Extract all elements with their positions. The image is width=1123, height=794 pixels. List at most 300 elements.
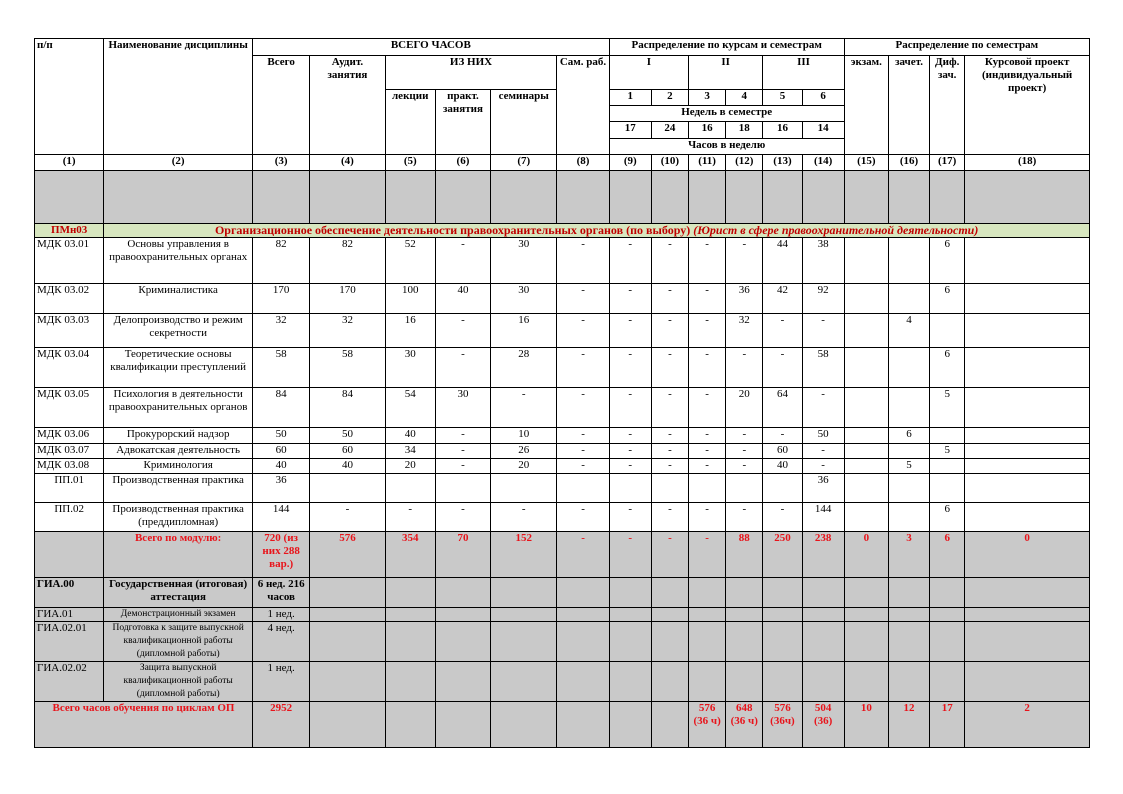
empty-cell	[651, 608, 688, 622]
row-code: МДК 03.08	[35, 459, 104, 474]
hours-week-label: Часов в неделю	[609, 139, 844, 155]
empty-cell	[726, 578, 763, 608]
module-total-label: Всего по модулю:	[104, 532, 253, 578]
row-value	[888, 284, 929, 314]
empty-cell	[609, 662, 651, 702]
row-value: -	[385, 503, 435, 532]
empty-cell	[965, 608, 1090, 622]
row-value: 60	[253, 444, 310, 459]
row-value: -	[651, 459, 688, 474]
row-value: -	[651, 284, 688, 314]
empty-cell	[385, 608, 435, 622]
gia-name: Государственная (итоговая) аттестация	[104, 578, 253, 608]
grand-total-zachet: 12	[888, 702, 929, 748]
empty-cell	[310, 608, 385, 622]
grand-total-value: 2952	[253, 702, 310, 748]
column-number: (18)	[965, 155, 1090, 171]
row-value: 6	[930, 284, 965, 314]
header-practical: практ. занятия	[435, 90, 490, 155]
row-value: -	[557, 444, 609, 459]
row-value: 36	[802, 474, 844, 503]
empty-cell	[965, 662, 1090, 702]
empty-cell	[844, 622, 888, 662]
grand-total-row	[35, 702, 1090, 748]
row-value: 30	[435, 388, 490, 428]
row-value: 170	[310, 284, 385, 314]
empty-cell	[844, 608, 888, 622]
row-value: -	[726, 503, 763, 532]
header-course-1: I	[609, 56, 688, 90]
row-value: 60	[310, 444, 385, 459]
empty-cell	[609, 622, 651, 662]
grand-total-kursovoy: 2	[965, 702, 1090, 748]
row-name: Криминалистика	[104, 284, 253, 314]
module-total-value: -	[609, 532, 651, 578]
column-number: (9)	[609, 155, 651, 171]
grand-total-s3: 576 (36 ч)	[689, 702, 726, 748]
row-value: -	[435, 314, 490, 348]
row-value: -	[557, 428, 609, 444]
empty-cell	[491, 622, 557, 662]
empty-cell	[609, 578, 651, 608]
row-value	[844, 428, 888, 444]
row-value	[844, 284, 888, 314]
semester-num: 3	[689, 90, 726, 106]
empty-cell	[385, 702, 435, 748]
row-value	[844, 314, 888, 348]
row-value: 32	[726, 314, 763, 348]
header-seminars: семинары	[491, 90, 557, 155]
weeks-count: 24	[651, 122, 688, 139]
column-number: (7)	[491, 155, 557, 171]
weeks-count: 16	[689, 122, 726, 139]
module-total-value: 720 (из них 288 вар.)	[253, 532, 310, 578]
gia-code: ГИА.02.01	[35, 622, 104, 662]
row-value: -	[435, 348, 490, 388]
empty-cell	[965, 622, 1090, 662]
column-number: (8)	[557, 155, 609, 171]
row-value: -	[689, 314, 726, 348]
row-value	[965, 314, 1090, 348]
column-number: (15)	[844, 155, 888, 171]
header-course-2: II	[689, 56, 763, 90]
empty-cell	[689, 578, 726, 608]
empty-cell	[435, 702, 490, 748]
empty-cell	[385, 622, 435, 662]
empty-cell	[965, 578, 1090, 608]
header-iz-nih: ИЗ НИХ	[385, 56, 557, 90]
row-name: Криминология	[104, 459, 253, 474]
grand-total-exam: 10	[844, 702, 888, 748]
empty-cell	[802, 608, 844, 622]
empty-cell	[435, 662, 490, 702]
empty-cell	[651, 702, 688, 748]
empty-cell	[844, 171, 888, 224]
row-value: -	[435, 459, 490, 474]
empty-cell	[609, 608, 651, 622]
empty-cell	[491, 578, 557, 608]
row-value: -	[557, 388, 609, 428]
row-value: -	[609, 459, 651, 474]
row-value: 84	[310, 388, 385, 428]
row-value	[930, 474, 965, 503]
column-number: (12)	[726, 155, 763, 171]
header-exam: экзам.	[844, 56, 888, 155]
row-value: 30	[491, 284, 557, 314]
row-value	[965, 284, 1090, 314]
row-value	[888, 503, 929, 532]
row-value: -	[726, 238, 763, 284]
table-row	[35, 348, 1090, 388]
row-value	[844, 238, 888, 284]
row-value: -	[651, 444, 688, 459]
row-value: 6	[930, 238, 965, 284]
empty-cell	[930, 662, 965, 702]
row-name: Прокурорский надзор	[104, 428, 253, 444]
empty-cell	[802, 662, 844, 702]
row-value: 36	[726, 284, 763, 314]
header-audit: Аудит. занятия	[310, 56, 385, 155]
row-value: -	[651, 503, 688, 532]
module-total-value: 576	[310, 532, 385, 578]
row-value: 84	[253, 388, 310, 428]
empty-cell	[35, 532, 104, 578]
semester-num: 2	[651, 90, 688, 106]
empty-cell	[35, 171, 104, 224]
row-name: Производственная практика (преддипломная)	[104, 503, 253, 532]
row-value	[844, 348, 888, 388]
row-value: -	[726, 428, 763, 444]
row-value	[557, 474, 609, 503]
row-value: -	[802, 388, 844, 428]
empty-cell	[651, 662, 688, 702]
grand-total-s6: 504 (36)	[802, 702, 844, 748]
module-total-value: 3	[888, 532, 929, 578]
row-value	[888, 444, 929, 459]
row-value: 44	[763, 238, 802, 284]
row-value: -	[763, 348, 802, 388]
row-value: -	[726, 348, 763, 388]
gia-code: ГИА.00	[35, 578, 104, 608]
empty-cell	[726, 622, 763, 662]
gia-row	[35, 622, 1090, 662]
empty-cell	[689, 622, 726, 662]
empty-cell	[689, 608, 726, 622]
row-value	[844, 388, 888, 428]
column-number: (10)	[651, 155, 688, 171]
row-value	[435, 474, 490, 503]
row-value: 10	[491, 428, 557, 444]
grand-total-dif: 17	[930, 702, 965, 748]
row-value: -	[310, 503, 385, 532]
row-code: МДК 03.01	[35, 238, 104, 284]
column-number: (5)	[385, 155, 435, 171]
semester-num: 5	[763, 90, 802, 106]
module-total-value: 0	[965, 532, 1090, 578]
row-value: -	[763, 503, 802, 532]
module-total-value: 354	[385, 532, 435, 578]
row-value: -	[609, 388, 651, 428]
grand-total-label: Всего часов обучения по циклам ОП	[35, 702, 253, 748]
column-number: (17)	[930, 155, 965, 171]
row-value	[965, 459, 1090, 474]
gia-value: 1 нед.	[253, 608, 310, 622]
header-zachet: зачет.	[888, 56, 929, 155]
row-value: -	[435, 428, 490, 444]
row-value: -	[651, 238, 688, 284]
column-number: (13)	[763, 155, 802, 171]
empty-cell	[651, 622, 688, 662]
curriculum-table	[34, 38, 1090, 748]
row-name: Производственная практика	[104, 474, 253, 503]
row-value: -	[491, 503, 557, 532]
column-number: (4)	[310, 155, 385, 171]
empty-cell	[310, 662, 385, 702]
empty-cell	[930, 622, 965, 662]
row-name: Делопроизводство и режим секретности	[104, 314, 253, 348]
row-value: -	[609, 428, 651, 444]
row-value	[310, 474, 385, 503]
header-pp: п/п	[35, 39, 104, 155]
row-value	[888, 238, 929, 284]
row-name: Адвокатская деятельность	[104, 444, 253, 459]
row-value: 170	[253, 284, 310, 314]
weeks-count: 14	[802, 122, 844, 139]
grand-total-s4: 648 (36 ч)	[726, 702, 763, 748]
table-row	[35, 444, 1090, 459]
row-value	[844, 459, 888, 474]
row-value	[965, 444, 1090, 459]
gia-row	[35, 578, 1090, 608]
empty-cell	[651, 171, 688, 224]
row-value: 6	[888, 428, 929, 444]
row-code: ПП.01	[35, 474, 104, 503]
row-value: 5	[888, 459, 929, 474]
row-value	[609, 474, 651, 503]
empty-cell	[435, 171, 490, 224]
row-value	[888, 474, 929, 503]
empty-cell	[802, 171, 844, 224]
empty-cell	[310, 622, 385, 662]
row-value: 82	[310, 238, 385, 284]
row-name: Теоретические основы квалификации преступлений	[104, 348, 253, 388]
row-value: 144	[802, 503, 844, 532]
gia-name: Защита выпускной квалификационной работы (дипломной работы)	[104, 662, 253, 702]
empty-cell	[253, 171, 310, 224]
row-value	[930, 428, 965, 444]
module-total-value: -	[557, 532, 609, 578]
semester-num: 1	[609, 90, 651, 106]
module-total-row	[35, 532, 1090, 578]
row-value: 26	[491, 444, 557, 459]
empty-cell	[310, 171, 385, 224]
row-value	[491, 474, 557, 503]
row-value: 20	[491, 459, 557, 474]
module-total-value: 152	[491, 532, 557, 578]
row-value: -	[651, 314, 688, 348]
row-value: 32	[310, 314, 385, 348]
row-value: -	[689, 284, 726, 314]
row-value: -	[557, 284, 609, 314]
empty-cell	[726, 171, 763, 224]
row-value	[965, 238, 1090, 284]
row-value: -	[609, 238, 651, 284]
empty-cell	[557, 578, 609, 608]
module-total-value: 0	[844, 532, 888, 578]
column-number: (11)	[689, 155, 726, 171]
column-number: (16)	[888, 155, 929, 171]
header-name: Наименование дисциплины	[104, 39, 253, 155]
semester-num: 6	[802, 90, 844, 106]
header-lectures: лекции	[385, 90, 435, 155]
empty-cell	[435, 578, 490, 608]
header-kursovoy: Курсовой проект (индивидуальный проект)	[965, 56, 1090, 155]
row-value	[930, 459, 965, 474]
module-total-value: 238	[802, 532, 844, 578]
row-value: 92	[802, 284, 844, 314]
row-code: МДК 03.04	[35, 348, 104, 388]
table-row	[35, 474, 1090, 503]
empty-cell	[557, 608, 609, 622]
empty-cell	[930, 578, 965, 608]
empty-cell	[844, 662, 888, 702]
row-value: -	[609, 348, 651, 388]
gia-row	[35, 662, 1090, 702]
row-value	[965, 503, 1090, 532]
row-value: 4	[888, 314, 929, 348]
row-value: 28	[491, 348, 557, 388]
header-distr-semesters: Распределение по семестрам	[844, 39, 1089, 56]
row-code: МДК 03.07	[35, 444, 104, 459]
row-value: -	[609, 284, 651, 314]
row-value: 5	[930, 444, 965, 459]
row-value: 38	[802, 238, 844, 284]
row-value: 6	[930, 503, 965, 532]
module-total-value: -	[689, 532, 726, 578]
empty-cell	[651, 578, 688, 608]
row-value	[651, 474, 688, 503]
header-sam: Сам. раб.	[557, 56, 609, 155]
empty-cell	[844, 578, 888, 608]
empty-cell	[609, 171, 651, 224]
row-value: -	[689, 388, 726, 428]
empty-cell	[726, 608, 763, 622]
module-code: ПМн03	[35, 224, 104, 238]
row-value	[965, 428, 1090, 444]
row-value	[726, 474, 763, 503]
empty-cell	[491, 702, 557, 748]
row-value: -	[557, 348, 609, 388]
empty-cell	[763, 662, 802, 702]
row-code: ПП.02	[35, 503, 104, 532]
empty-cell	[557, 171, 609, 224]
row-code: МДК 03.05	[35, 388, 104, 428]
row-value: -	[802, 459, 844, 474]
row-name: Психология в деятельности правоохранительных органов	[104, 388, 253, 428]
row-value: 16	[385, 314, 435, 348]
row-value: 40	[763, 459, 802, 474]
row-value: -	[689, 459, 726, 474]
row-value: 58	[802, 348, 844, 388]
row-value	[385, 474, 435, 503]
empty-cell	[888, 662, 929, 702]
empty-cell	[802, 578, 844, 608]
row-value: -	[557, 503, 609, 532]
row-value: -	[726, 459, 763, 474]
row-value: -	[651, 428, 688, 444]
empty-cell	[557, 622, 609, 662]
empty-cell	[888, 171, 929, 224]
row-value: 52	[385, 238, 435, 284]
row-value: 40	[253, 459, 310, 474]
row-value: 34	[385, 444, 435, 459]
row-value: 32	[253, 314, 310, 348]
grand-total-s5: 576 (36ч)	[763, 702, 802, 748]
module-total-value: -	[651, 532, 688, 578]
header-dif: Диф. зач.	[930, 56, 965, 155]
row-value	[888, 388, 929, 428]
header-total-hours: ВСЕГО ЧАСОВ	[253, 39, 610, 56]
row-value: 100	[385, 284, 435, 314]
module-total-value: 250	[763, 532, 802, 578]
row-value: -	[491, 388, 557, 428]
weeks-label: Недель в семестре	[609, 106, 844, 122]
row-value: 144	[253, 503, 310, 532]
row-value	[689, 474, 726, 503]
empty-cell	[726, 662, 763, 702]
row-value: -	[609, 444, 651, 459]
row-value	[965, 474, 1090, 503]
module-title: Организационное обеспечение деятельности правоохранительных органов (по выбору) (Юрист в сфере правоохранительной деятельности)	[104, 224, 1090, 238]
row-value: 40	[310, 459, 385, 474]
row-value: 6	[930, 348, 965, 388]
row-value: 54	[385, 388, 435, 428]
column-number: (14)	[802, 155, 844, 171]
empty-cell	[435, 622, 490, 662]
row-value: -	[651, 348, 688, 388]
empty-cell	[385, 662, 435, 702]
row-value	[965, 348, 1090, 388]
row-value: -	[726, 444, 763, 459]
row-value: -	[435, 503, 490, 532]
row-value: -	[609, 314, 651, 348]
row-code: МДК 03.06	[35, 428, 104, 444]
row-value: 58	[310, 348, 385, 388]
table-row	[35, 314, 1090, 348]
table-row	[35, 388, 1090, 428]
empty-cell	[104, 171, 253, 224]
gia-code: ГИА.01	[35, 608, 104, 622]
empty-cell	[763, 608, 802, 622]
empty-cell	[557, 702, 609, 748]
table-row	[35, 238, 1090, 284]
empty-cell	[763, 622, 802, 662]
row-value	[888, 348, 929, 388]
header-course-3: III	[763, 56, 844, 90]
empty-cell	[802, 622, 844, 662]
table-row	[35, 428, 1090, 444]
row-value: 30	[385, 348, 435, 388]
gia-row	[35, 608, 1090, 622]
row-value: 50	[253, 428, 310, 444]
row-value: 60	[763, 444, 802, 459]
row-value	[763, 474, 802, 503]
column-number: (6)	[435, 155, 490, 171]
module-total-value: 6	[930, 532, 965, 578]
row-value: 16	[491, 314, 557, 348]
row-value: -	[763, 428, 802, 444]
row-code: МДК 03.03	[35, 314, 104, 348]
